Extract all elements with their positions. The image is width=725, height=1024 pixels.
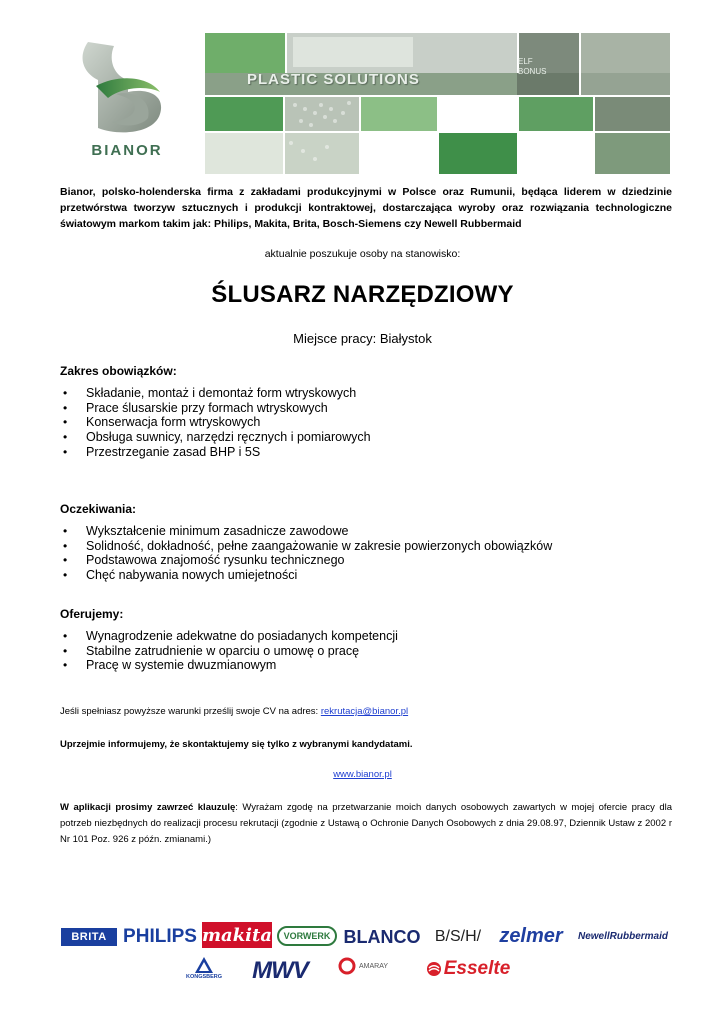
clause-label: W aplikacji prosimy zawrzeć klauzulę [60, 802, 236, 813]
bsh-logo-text: B/S/H/ [434, 928, 482, 945]
list-item: • Obsługa suwnicy, narzędzi ręcznych i pomiarowych [60, 430, 371, 445]
list-item: • Składanie, montaż i demontaż form wtryskowych [60, 386, 371, 401]
list-item: • Prace ślusarskie przy formach wtryskowych [60, 401, 371, 416]
bsh-logo [430, 926, 486, 948]
zelmer-logo-text: zelmer [499, 924, 563, 947]
privacy-clause [60, 800, 672, 848]
website-link[interactable]: www.bianor.pl [333, 769, 392, 780]
amaray-logo-text: AMARAY [359, 962, 389, 970]
kongsberg-crest-icon [194, 956, 214, 974]
esselte-logo [418, 957, 518, 981]
list-item: • Solidność, dokładność, pełne zaangażowanie w zakresie powierzonych obowiązków [60, 539, 552, 554]
mwv-logo [242, 958, 318, 984]
offer-list [60, 629, 398, 673]
bianor-logo [68, 36, 186, 166]
banner-title: PLASTIC SOLUTIONS [247, 71, 420, 88]
kongsberg-logo [180, 952, 228, 984]
philips-logo-text: PHILIPS [123, 926, 197, 947]
blanco-logo [340, 926, 424, 948]
list-item: • Wynagrodzenie adekwatne do posiadanych kompetencji [60, 629, 398, 644]
bianor-logo-text: BIANOR [91, 142, 163, 159]
job-location: Miejsce pracy: Białystok [293, 331, 432, 346]
email-link[interactable]: rekrutacja@bianor.pl [320, 706, 409, 717]
esselte-logo-text: Esselte [443, 958, 511, 979]
list-item: • Przestrzeganie zasad BHP i 5S [60, 445, 371, 460]
bianor-logo-mark-icon [68, 36, 186, 140]
banner-tag-line: ELF [518, 57, 533, 66]
newell-rubbermaid-logo-text: NewellRubbermaid [577, 930, 669, 942]
expectations-heading: Oczekiwania: [60, 502, 137, 516]
philips-logo [121, 925, 199, 949]
kongsberg-logo-text: KONGSBERG [185, 974, 223, 980]
brita-logo-text: BRITA [71, 931, 107, 943]
amaray-logo [338, 954, 402, 978]
banner-mosaic-image [205, 33, 670, 174]
expectations-list [60, 524, 552, 583]
blanco-logo-text: BLANCO [343, 926, 421, 947]
clause-text: : Wyrażam zgodę na przetwarzanie moich danych osobowych zawartych w mojej ofercie pracy dla potrzeb niezbędnych do realizacji procesu rekrutacji (zgodnie z Ustawą o Ochronie Danych Osobowych z dnia 29.08.97, Dziennik Ustaw z 2002 r Nr 101 Poz. 926 z późn. zmianami.) [60, 802, 672, 845]
brita-logo [61, 928, 117, 946]
amaray-ring-icon [338, 957, 356, 975]
esselte-swirl-icon [426, 961, 442, 977]
mwv-logo-text: MWV [252, 957, 308, 984]
makita-logo-text: makita [202, 924, 272, 946]
looking-for-text: aktualnie poszukuje osoby na stanowisko: [264, 248, 461, 260]
list-item: • Chęć nabywania nowych umiejetności [60, 568, 552, 583]
banner-tag-line: BONUS [518, 67, 547, 76]
banner-tag [518, 57, 546, 77]
list-item: • Podstawowa znajomość rysunku technicznego [60, 553, 552, 568]
vorwerk-logo-text: VORWERK [283, 931, 331, 941]
list-item: • Pracę w systemie dwuzmianowym [60, 658, 398, 673]
duties-list [60, 386, 371, 459]
zelmer-logo [490, 925, 572, 947]
website-link-wrap [0, 769, 725, 780]
apply-text [60, 706, 408, 717]
list-item: • Konserwacja form wtryskowych [60, 415, 371, 430]
notice-text: Uprzejmie informujemy, że skontaktujemy się tylko z wybranymi kandydatami. [60, 739, 413, 750]
makita-logo [202, 922, 272, 948]
plastic-solutions-banner [205, 33, 670, 174]
apply-instruction: Jeśli spełniasz powyższe warunki prześlij swoje CV na adres: [60, 706, 321, 717]
company-intro: Bianor, polsko-holenderska firma z zakładami produkcyjnymi w Polsce oraz Rumunii, będąca liderem w dziedzinie przetwórstwa tworzyw sztucznych i produkcji kontraktowej, dostarczająca wyroby oraz rozwiązania technologiczne światowym markom takim jak: Philips, Makita, Brita, Bosch-Siemens czy Newell Rubbermaid [60, 186, 672, 230]
duties-heading: Zakres obowiązków: [60, 364, 177, 378]
vorwerk-logo [277, 926, 337, 946]
list-item: • Wykształcenie minimum zasadnicze zawodowe [60, 524, 552, 539]
offer-heading: Oferujemy: [60, 607, 124, 621]
newell-rubbermaid-logo [574, 927, 672, 945]
job-title: ŚLUSARZ NARZĘDZIOWY [211, 281, 514, 308]
list-item: • Stabilne zatrudnienie w oparciu o umowę o pracę [60, 644, 398, 659]
